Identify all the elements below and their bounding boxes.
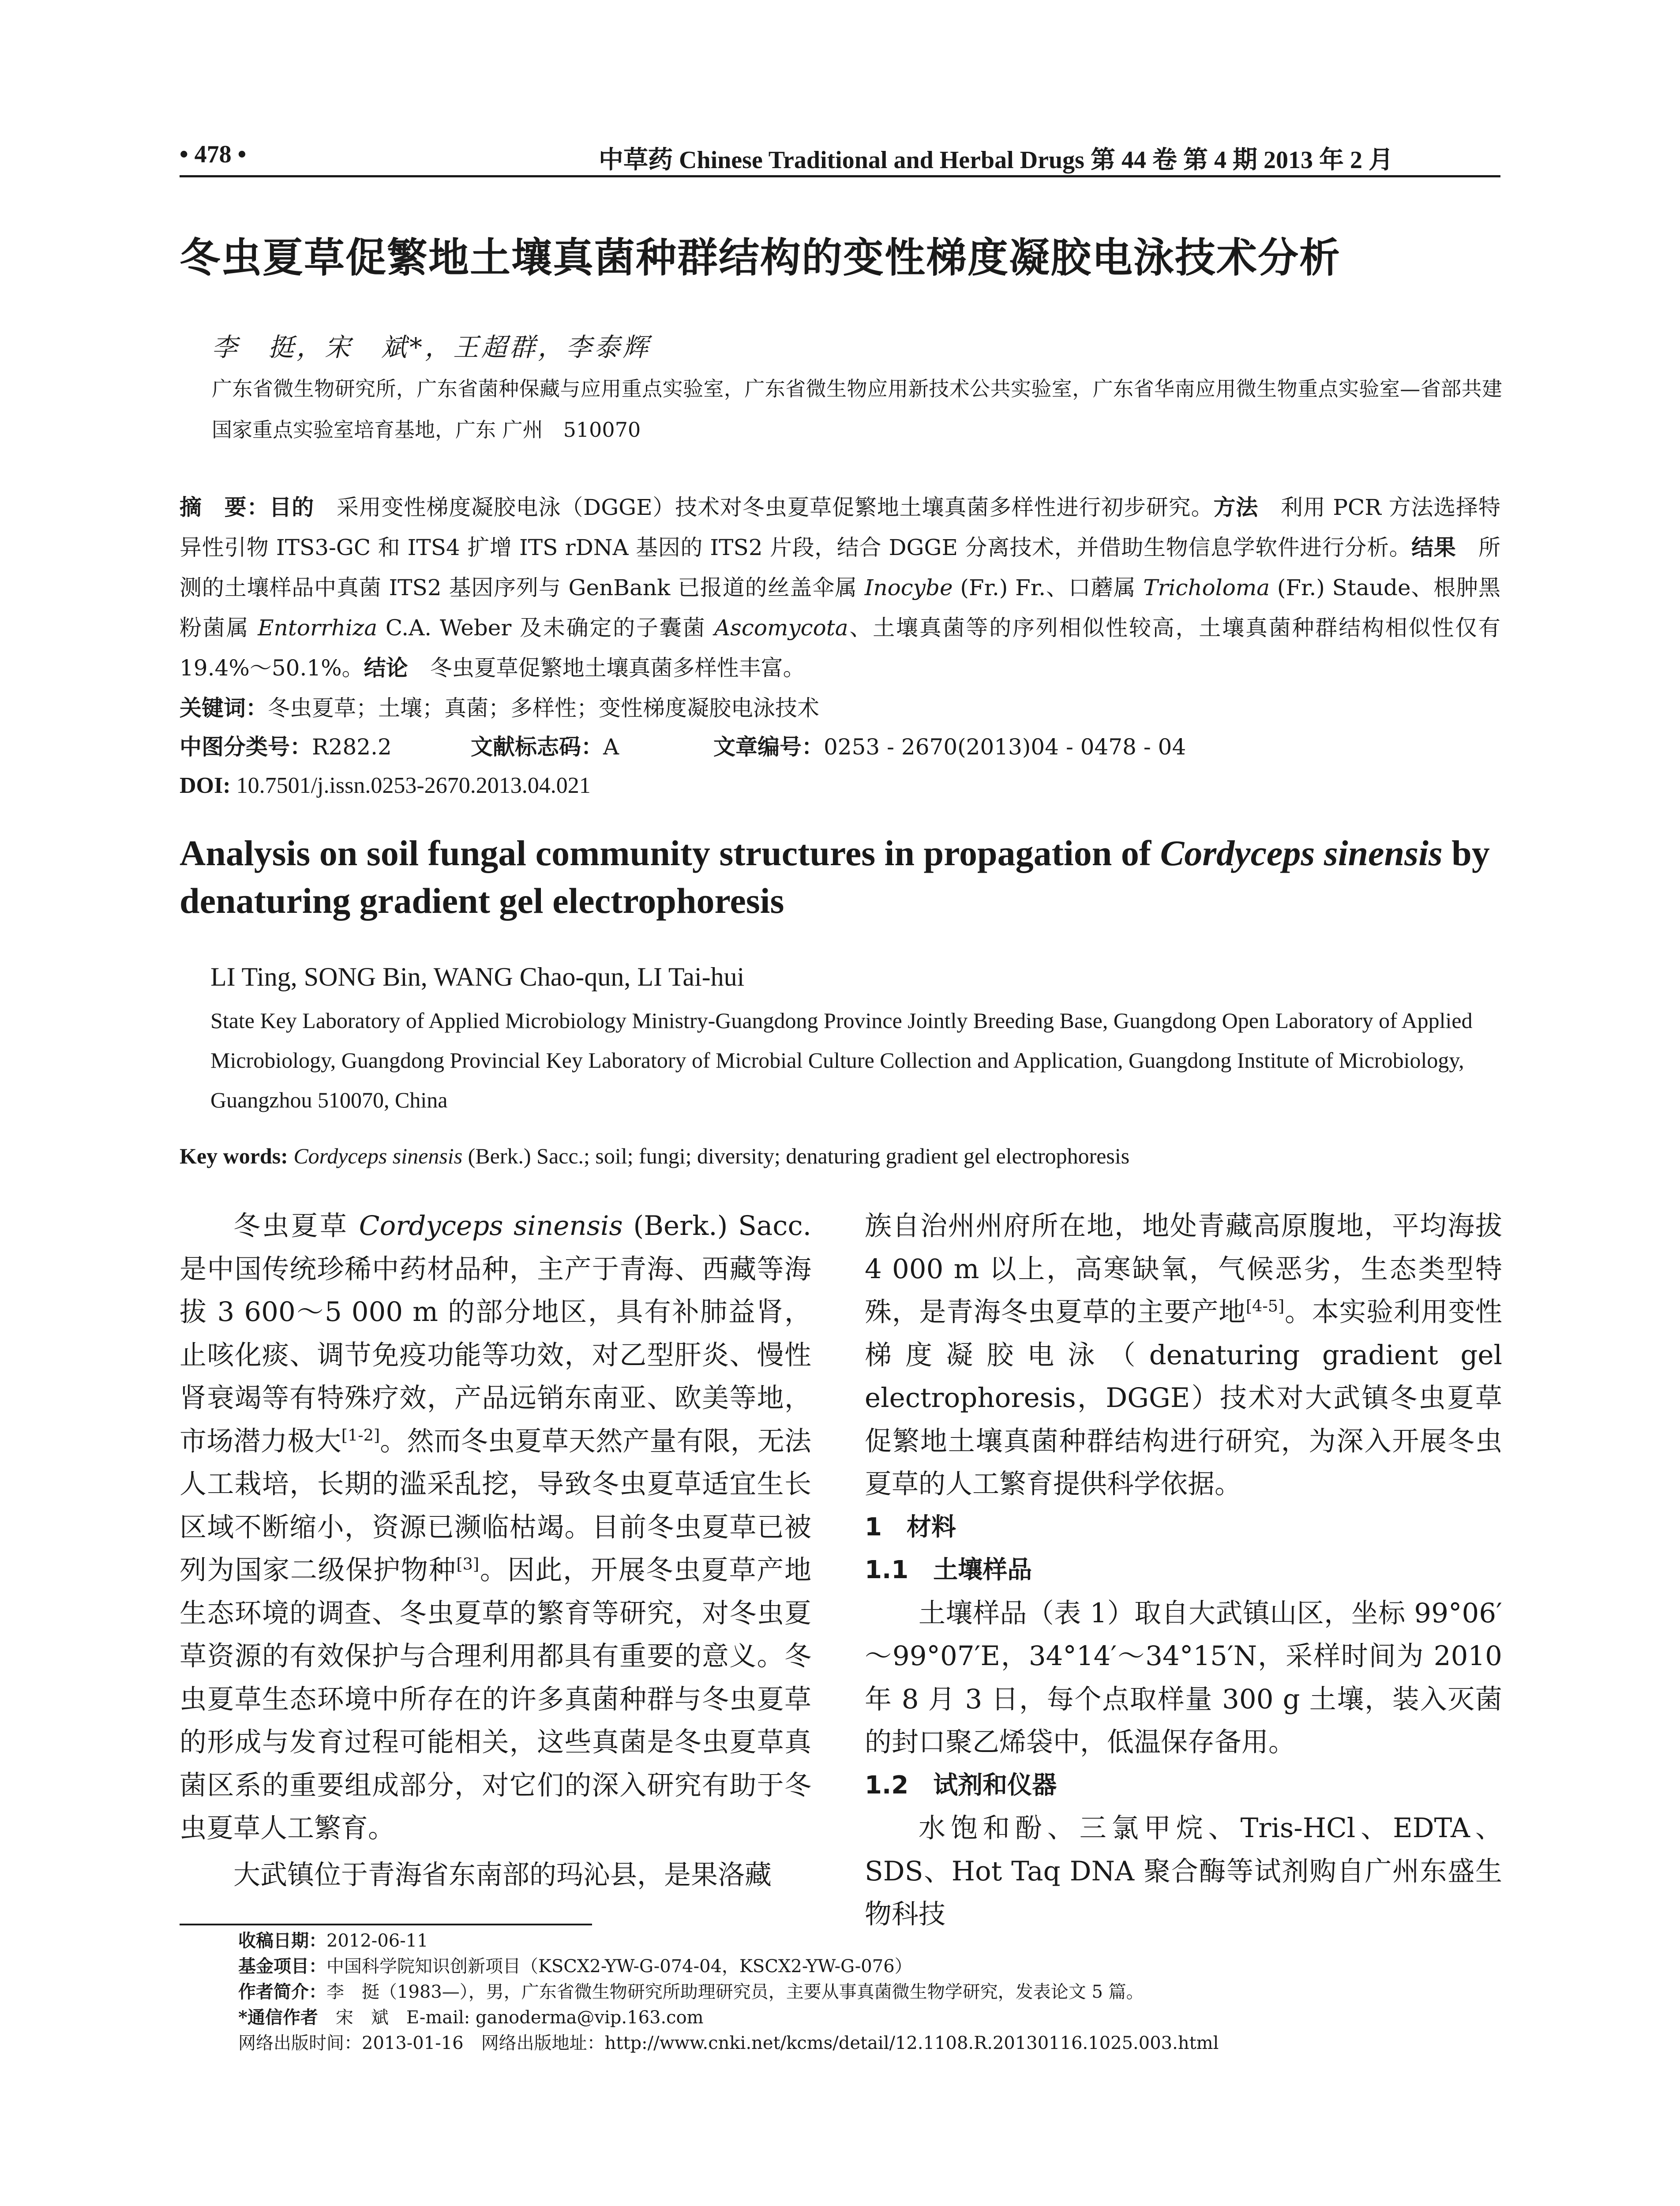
text-run: 。本实验利用变性梯度凝胶电泳（denaturing gradient gel electrophoresis，DGGE）技术对大武镇冬虫夏草促繁地土壤真菌种群结构进行研究，为深入开展冬虫夏草的人工繁育提供科学依据。	[865, 1296, 1502, 1500]
title-en-part1: Analysis on soil fungal community structures in propagation of	[180, 833, 1160, 873]
purpose-text: 采用变性梯度凝胶电泳（DGGE）技术对冬虫夏草促繁地土壤真菌多样性进行初步研究。	[314, 495, 1214, 520]
fund-label: 基金项目：	[238, 1956, 326, 1977]
abstract-cn	[180, 488, 1500, 688]
article-value: 0253 - 2670(2013)04 - 0478 - 04	[824, 734, 1186, 760]
result-text: (Fr.) Fr.、口蘑属	[952, 575, 1144, 600]
article-number	[713, 727, 1186, 767]
text-run: 冬虫夏草	[233, 1210, 359, 1242]
doi-line	[180, 765, 591, 806]
affiliation-cn: 广东省微生物研究所，广东省菌种保藏与应用重点实验室，广东省微生物应用新技术公共实验室，广东省华南应用微生物重点实验室—省部共建国家重点实验室培育基地，广东 广州 510070	[212, 377, 1502, 442]
footnote-rule	[180, 1924, 592, 1925]
body-left-column	[180, 1204, 811, 1896]
result-text: 所测的土壤样品中真菌 ITS2 基因序列与 GenBank 已报道的丝盖伞属	[180, 535, 1501, 600]
clc-code	[180, 727, 392, 767]
doi-value: 10.7501/j.issn.0253-2670.2013.04.021	[236, 773, 591, 798]
body-right-column	[865, 1204, 1502, 1936]
citation: [4-5]	[1245, 1296, 1285, 1316]
method-text: 利用 PCR 方法选择特异性引物 ITS3-GC 和 ITS4 扩增 ITS rDNA 基因的 ITS2 片段，结合 DGGE 分离技术，并借助生物信息学软件进行分析。	[180, 495, 1501, 560]
abstract-label: 摘 要：	[180, 495, 270, 520]
received-date	[238, 1928, 1500, 1954]
author-bio	[238, 1979, 1500, 2005]
fund-info	[238, 1954, 1500, 1979]
keywords-cn	[180, 688, 1500, 728]
author-bio-label: 作者简介：	[238, 1981, 326, 2002]
purpose-label: 目的	[269, 495, 315, 520]
genus-entorrhiza: Entorrhiza	[258, 615, 378, 641]
paragraph: 水饱和酚、三氯甲烷、Tris-HCl、EDTA、SDS、Hot Taq DNA 聚合酶等试剂购自广州东盛生物科技	[865, 1812, 1502, 1930]
result-text: C.A. Weber 及未确定的子囊菌	[377, 615, 715, 641]
clc-value: R282.2	[312, 734, 392, 760]
keywords-label: 关键词：	[180, 695, 268, 721]
corr-value: 宋 斌 E-mail: ganoderma@vip.163.com	[318, 2007, 704, 2028]
author-bio-value: 李 挺（1983—），男，广东省微生物研究所助理研究员，主要从事真菌微生物学研究，发表论文 5 篇。	[326, 1982, 1144, 2002]
keywords-en-species: Cordyceps sinensis	[293, 1144, 463, 1168]
citation: [3]	[456, 1554, 480, 1574]
taxon-ascomycota: Ascomycota	[714, 615, 848, 641]
section-heading-1-2: 1.2 试剂和仪器	[865, 1771, 1057, 1800]
genus-tricholoma: Tricholoma	[1143, 575, 1270, 600]
keywords-en-label: Key words:	[180, 1144, 288, 1168]
result-label: 结果	[1411, 535, 1456, 560]
doc-value: A	[603, 734, 619, 760]
keywords-en-text: (Berk.) Sacc.; soil; fungi; diversity; denaturing gradient gel electrophoresis	[462, 1144, 1130, 1168]
result-text: (Fr.) Staude、根肿黑粉菌属	[180, 575, 1501, 641]
doc-code	[471, 727, 619, 767]
online-publication: 网络出版时间：2013-01-16 网络出版地址：http://www.cnki.net/kcms/detail/12.1108.R.20130116.1025.003.html	[238, 2033, 1219, 2053]
text-run: (Berk.) Sacc. 是中国传统珍稀中药材品种，主产于青海、西藏等海拔 3 600～5 000 m 的部分地区，具有补肺益肾，止咳化痰、调节免疫功能等功效，对乙型肝炎、慢性肾衰竭等有特殊疗效，产品远销东南亚、欧美等地，市场潜力极大	[180, 1210, 811, 1457]
paragraph: 土壤样品（表 1）取自大武镇山区，坐标 99°06′～99°07′E，34°14′～34°15′N，采样时间为 2010 年 8 月 3 日，每个点取样量 300 g 土壤，装入灭菌的封口聚乙烯袋中，低温保存备用。	[865, 1597, 1502, 1758]
conclusion-label: 结论	[364, 655, 408, 681]
citation: [1-2]	[341, 1426, 380, 1445]
section-heading-1: 1 材料	[865, 1512, 956, 1542]
paragraph: 大武镇位于青海省东南部的玛沁县，是果洛藏	[233, 1859, 772, 1891]
section-heading-1-1: 1.1 土壤样品	[865, 1556, 1032, 1584]
method-label: 方法	[1213, 495, 1259, 520]
authors-en: LI Ting, SONG Bin, WANG Chao-qun, LI Tai-hui	[210, 962, 745, 991]
result-text: 、土壤真菌等的序列相似性较高，土壤真菌种群结构相似性仅有 19.4%～50.1%。	[180, 615, 1500, 681]
corresponding-author	[238, 2005, 1500, 2030]
footnotes	[238, 1928, 1500, 2056]
affiliation-en: State Key Laboratory of Applied Microbiology Ministry-Guangdong Province Jointly Breeding Base, Guangdong Open Laboratory of Applied Microbiology, Guangdong Provincial Key Laboratory of Microbial Culture Collection and Application, Guangdong Institute of Microbiology, Guangzhou 510070, China	[210, 1008, 1473, 1112]
authors-cn: 李 挺，宋 斌*，王超群，李泰辉	[212, 332, 651, 362]
keywords-en	[180, 1136, 1500, 1176]
title-en-part2: by denaturing gradient gel electrophoresis	[180, 833, 1490, 921]
header-rule	[180, 175, 1500, 177]
text-run: 。然而冬虫夏草天然产量有限，无法人工栽培，长期的滥采乱挖，导致冬虫夏草适宜生长区域不断缩小，资源已濒临枯竭。目前冬虫夏草已被列为国家二级保护物种	[180, 1425, 811, 1586]
conclusion-text: 冬虫夏草促繁地土壤真菌多样性丰富。	[408, 655, 805, 681]
doi-label: DOI:	[180, 773, 231, 798]
running-header	[180, 140, 1503, 176]
page-number: • 478 •	[180, 141, 247, 168]
paragraph	[865, 1204, 1502, 1506]
species-name: Cordyceps sinensis	[359, 1210, 623, 1242]
fund-value: 中国科学院知识创新项目（KSCX2-YW-G-074-04，KSCX2-YW-G-076）	[326, 1956, 912, 1977]
journal-info: 中草药 Chinese Traditional and Herbal Drugs 第 44 卷 第 4 期 2013 年 2 月	[599, 146, 1393, 174]
corr-label: *通信作者	[238, 2007, 318, 2028]
text-run: 。因此，开展冬虫夏草产地生态环境的调查、冬虫夏草的繁育等研究，对冬虫夏草资源的有效保护与合理利用都具有重要的意义。冬虫夏草生态环境中所存在的许多真菌种群与冬虫夏草的形成与发育过程可能相关，这些真菌是冬虫夏草真菌区系的重要组成部分，对它们的深入研究有助于冬虫夏草人工繁育。	[180, 1554, 811, 1844]
received-value: 2012-06-11	[326, 1931, 428, 1951]
paragraph	[180, 1204, 811, 1850]
title-cn: 冬虫夏草促繁地土壤真菌种群结构的变性梯度凝胶电泳技术分析	[180, 234, 1341, 281]
genus-inocybe: Inocybe	[864, 575, 953, 600]
received-label: 收稿日期：	[238, 1930, 326, 1951]
doc-label: 文献标志码：	[471, 734, 603, 760]
keywords-text: 冬虫夏草；土壤；真菌；多样性；变性梯度凝胶电泳技术	[268, 695, 819, 721]
clc-label: 中图分类号：	[180, 734, 312, 760]
text-run: 族自治州州府所在地，地处青藏高原腹地，平均海拔 4 000 m 以上，高寒缺氧，气候恶劣，生态类型特殊，是青海冬虫夏草的主要产地	[865, 1210, 1502, 1328]
article-label: 文章编号：	[713, 734, 824, 760]
title-en	[180, 829, 1500, 925]
title-en-species: Cordyceps sinensis	[1160, 833, 1443, 873]
